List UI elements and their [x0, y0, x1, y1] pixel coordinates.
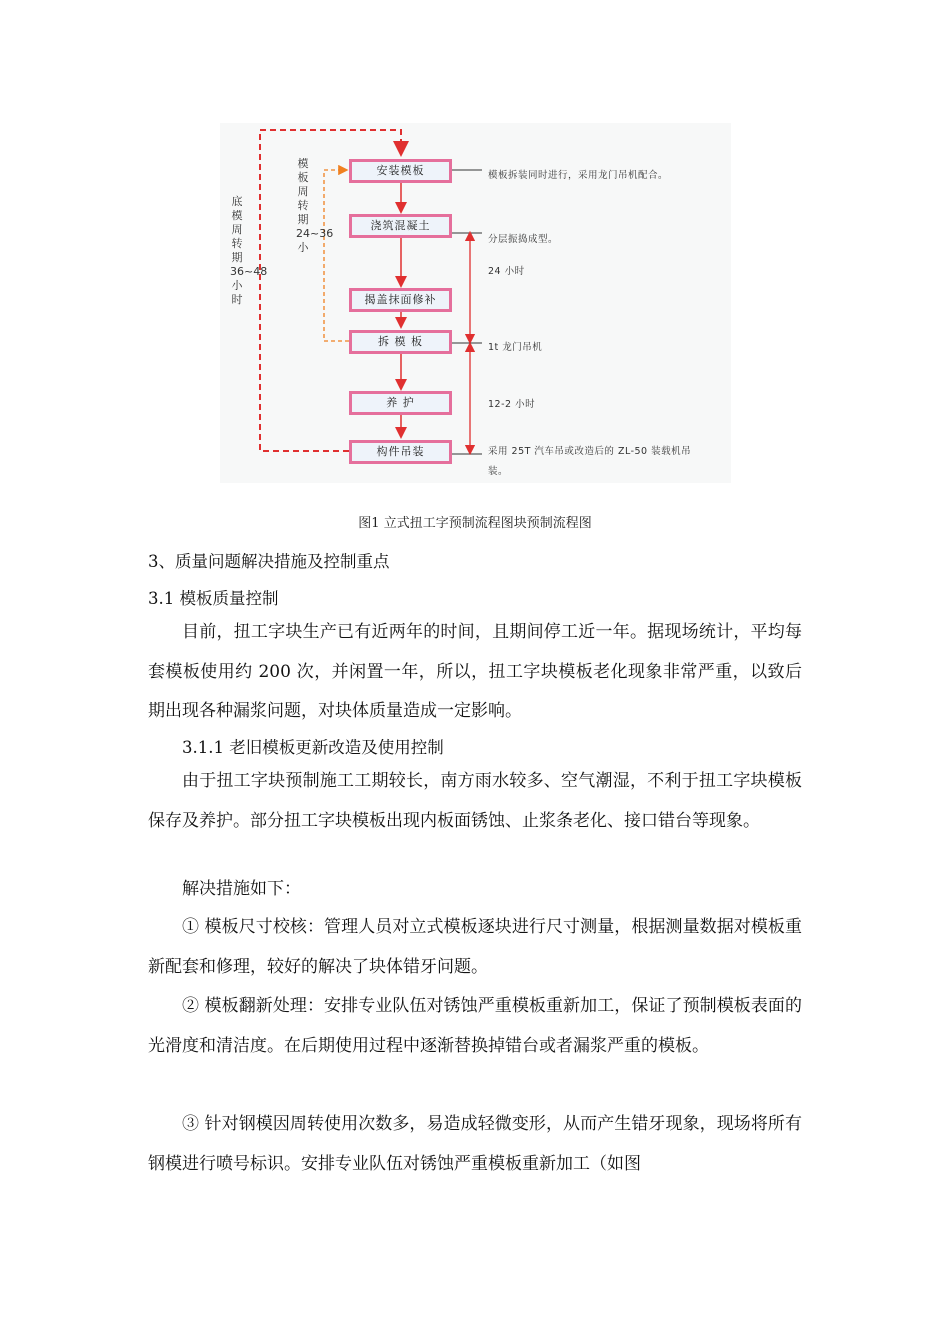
note-truck-crane: 采用 25T 汽车吊或改造后的 ZL-50 装载机吊 [488, 446, 692, 457]
note-gantry-crane: 1t 龙门吊机 [488, 342, 543, 353]
template-cycle-loop [324, 170, 349, 341]
box-remove-template: 拆 模 板 [349, 330, 452, 354]
subsection-heading: 3.1 模板质量控制 [148, 589, 279, 608]
note-vibration: 分层振捣成型。 [488, 234, 559, 245]
paragraph-3: 解决措施如下： [182, 879, 301, 899]
paragraph-2: 由于扭工字块预制施工工期较长，南方雨水较多、空气潮湿，不利于扭工字块模板保存及养护。部分扭工字块模板出现内板面锈蚀、止浆条老化、接口错台等现象。 [148, 771, 802, 831]
box-install-template: 安装模板 [349, 159, 452, 183]
paragraph-1: 目前，扭工字块生产已有近两年的时间，且期间停工近一年。据现场统计，平均每套模板使用约 200 次，并闲置一年，所以，扭工字块模板老化现象非常严重，以致后期出现各种漏浆问题，对块体质量造成一定影响。 [148, 622, 802, 721]
paragraph-4: ① 模板尺寸校核：管理人员对立式模板逐块进行尺寸测量，根据测量数据对模板重新配套和修理，较好的解决了块体错牙问题。 [148, 917, 802, 977]
figure-caption: 图1 立式扭工字预制流程图块预制流程图 [358, 516, 592, 531]
note-24h: 24 小时 [488, 266, 525, 277]
note-template-assembly: 模板拆装同时进行，采用龙门吊机配合。 [488, 170, 669, 181]
note-truck-crane-cont: 装。 [488, 466, 509, 477]
label-base-cycle: 底模周转期36~48小时 [230, 195, 268, 306]
paragraph-5: ② 模板翻新处理：安排专业队伍对锈蚀严重模板重新加工，保证了预制模板表面的光滑度和清洁度。在后期使用过程中逐渐替换掉错台或者漏浆严重的模板。 [148, 996, 802, 1056]
box-pour-concrete: 浇筑混凝土 [349, 214, 452, 238]
subsubsection-heading: 3.1.1 老旧模板更新改造及使用控制 [182, 738, 444, 757]
note-12h: 12-2 小时 [488, 399, 536, 410]
paragraph-6: ③ 针对钢模因周转使用次数多，易造成轻微变形，从而产生错牙现象，现场将所有钢模进行喷号标识。安排专业队伍对锈蚀严重模板重新加工（如图 [148, 1114, 802, 1174]
box-surface-repair: 揭盖抹面修补 [349, 288, 452, 312]
box-curing: 养 护 [349, 391, 452, 415]
section-heading: 3、质量问题解决措施及控制重点 [148, 552, 390, 571]
box-component-hoisting: 构件吊装 [349, 440, 452, 464]
label-template-cycle: 模板周转期24~36小 [296, 157, 334, 254]
process-flowchart [220, 123, 731, 483]
